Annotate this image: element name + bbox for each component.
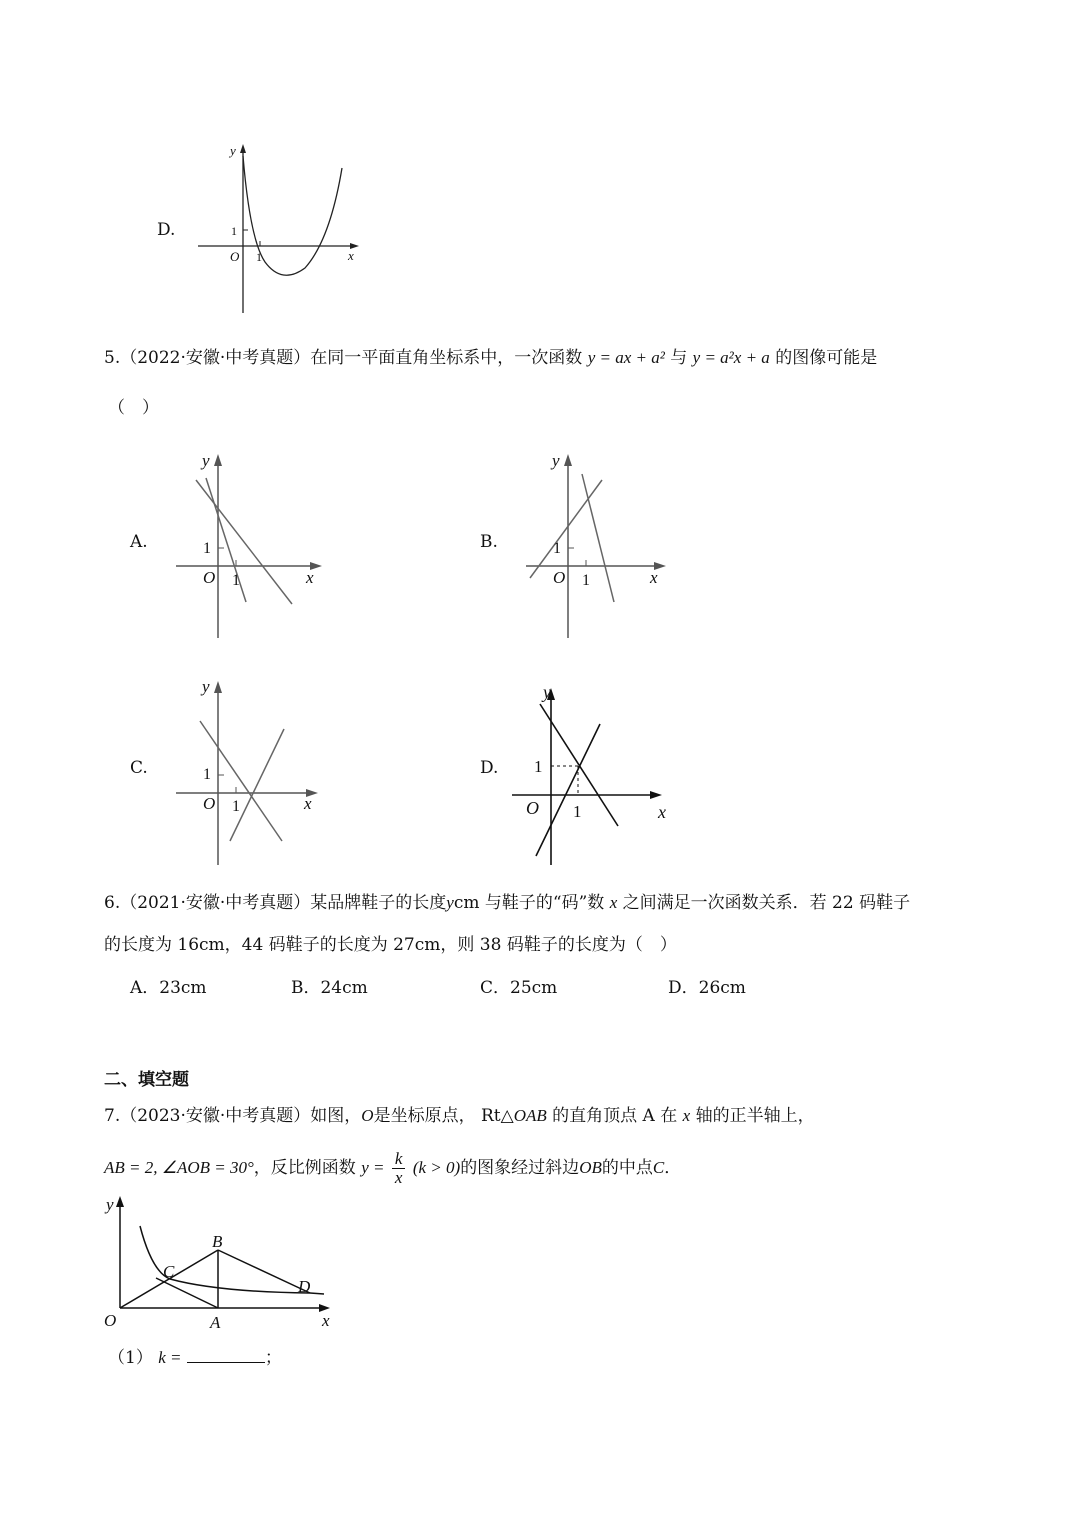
q4-graph-d bbox=[190, 140, 370, 320]
segment-bd bbox=[218, 1250, 310, 1293]
q6-line-1: 6.（2021·安徽·中考真题）某品牌鞋子的长度ycm 与鞋子的“码”数 x 之间满足一次函数关系．若 22 码鞋子 bbox=[104, 893, 911, 913]
q7-line-2: AB = 2, ∠AOB = 30°，反比例函数 y = $\frac{k}{x}$ (k > 0)的图象经过斜边OB的中点C． bbox=[104, 1149, 682, 1187]
svg-text:x: x bbox=[658, 802, 666, 822]
svg-text:x: x bbox=[650, 568, 658, 587]
q5-option-c-label: C. bbox=[130, 758, 148, 778]
q5-formula-2: y = a²x + a bbox=[692, 348, 770, 367]
svg-text:x: x bbox=[322, 1311, 330, 1330]
q7-fraction: $\frac{k}{x}$ bbox=[392, 1150, 406, 1187]
q4-option-d-label: D. bbox=[157, 220, 176, 240]
q5-answer-paren: （ ） bbox=[108, 398, 159, 418]
q5-stem: 5.（2022·安徽·中考真题）在同一平面直角坐标系中，一次函数 y = ax + a² 与 y = a²x + a 的图像可能是 bbox=[104, 348, 878, 368]
svg-text:y: y bbox=[202, 677, 210, 696]
q5-graph-d bbox=[508, 680, 678, 870]
svg-text:C: C bbox=[163, 1262, 175, 1281]
q7-figure bbox=[98, 1190, 348, 1335]
svg-text:D: D bbox=[298, 1277, 311, 1296]
svg-text:O: O bbox=[553, 568, 566, 587]
line-rising bbox=[536, 724, 600, 856]
svg-text:O: O bbox=[526, 798, 539, 818]
one-y-label: 1 bbox=[231, 224, 237, 238]
svg-text:1: 1 bbox=[232, 798, 240, 815]
svg-text:1: 1 bbox=[203, 766, 211, 783]
svg-text:x: x bbox=[306, 568, 314, 587]
q6-choice-c[interactable]: C．25cm bbox=[480, 978, 558, 998]
svg-text:B: B bbox=[212, 1232, 223, 1251]
svg-text:1: 1 bbox=[582, 572, 590, 589]
q5-formula-1: y = ax + a² bbox=[587, 348, 665, 367]
q5-option-b-label: B. bbox=[480, 532, 498, 552]
svg-text:O: O bbox=[203, 794, 216, 813]
x-label: x bbox=[348, 248, 354, 263]
svg-text:O: O bbox=[104, 1311, 117, 1330]
section-2-heading: 二、填空题 bbox=[104, 1070, 189, 1090]
line-falling bbox=[200, 721, 282, 841]
q5-graph-c bbox=[170, 675, 330, 870]
q7-sub-1: （1） k = ； bbox=[108, 1348, 282, 1368]
svg-text:y: y bbox=[202, 451, 210, 470]
svg-text:1: 1 bbox=[232, 572, 240, 589]
q6-line-2: 的长度为 16cm，44 码鞋子的长度为 27cm，则 38 码鞋子的长度为（ ） bbox=[104, 935, 677, 955]
y-label: y bbox=[230, 143, 236, 158]
q5-option-a-label: A. bbox=[130, 532, 148, 552]
svg-text:1: 1 bbox=[553, 540, 561, 557]
svg-text:1: 1 bbox=[573, 802, 582, 821]
line-rising bbox=[530, 480, 602, 578]
svg-text:O: O bbox=[203, 568, 216, 587]
q5-graph-b bbox=[520, 450, 680, 645]
svg-text:1: 1 bbox=[203, 540, 211, 557]
svg-text:A: A bbox=[210, 1313, 221, 1332]
svg-text:x: x bbox=[304, 794, 312, 813]
q7-line-1: 7.（2023·安徽·中考真题）如图，O是坐标原点， Rt△OAB 的直角顶点 A 在 x 轴的正半轴上， bbox=[104, 1106, 815, 1126]
q6-choice-d[interactable]: D．26cm bbox=[668, 978, 746, 998]
y-arrow bbox=[240, 144, 246, 153]
svg-text:y: y bbox=[552, 451, 560, 470]
svg-text:1: 1 bbox=[534, 757, 543, 776]
line-rising bbox=[230, 729, 284, 841]
origin-label: O bbox=[230, 249, 240, 264]
svg-text:y: y bbox=[543, 682, 551, 702]
q5-option-d-label: D. bbox=[480, 758, 499, 778]
svg-text:y: y bbox=[106, 1195, 114, 1214]
q6-choice-a[interactable]: A．23cm bbox=[130, 978, 207, 998]
one-x-label: 1 bbox=[256, 250, 262, 264]
q5-graph-a bbox=[170, 450, 330, 645]
answer-blank[interactable] bbox=[187, 1346, 265, 1363]
q6-choice-b[interactable]: B．24cm bbox=[291, 978, 368, 998]
